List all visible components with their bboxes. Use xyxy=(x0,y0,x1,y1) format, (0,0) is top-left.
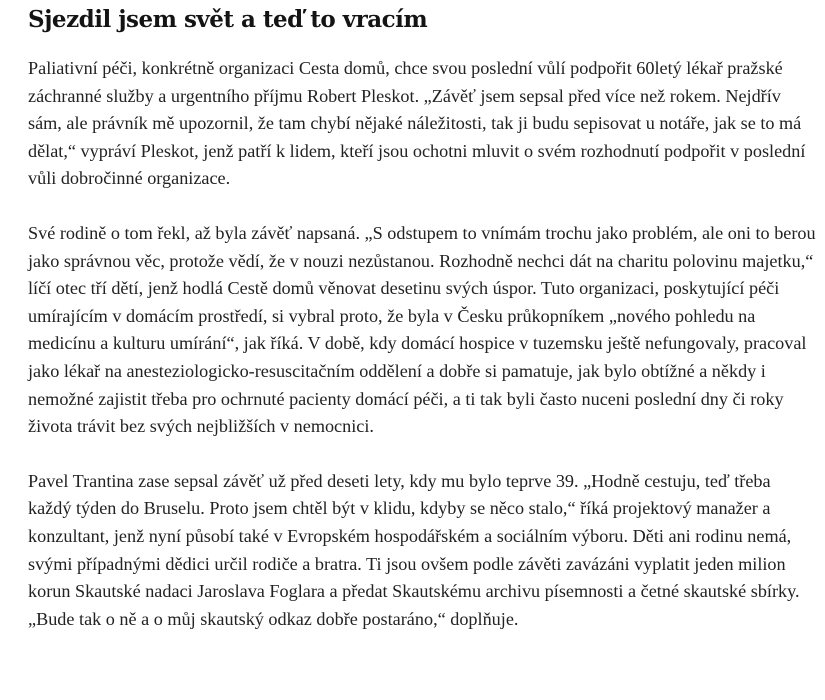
article-heading: Sjezdil jsem svět a teď to vracím xyxy=(28,6,428,33)
article-paragraph-1: Paliativní péči, konkrétně organizaci Cesta domů, chce svou poslední vůlí podpořit 60letý lékař pražské záchranné služby a urgentního příjmu Robert Pleskot. „Závěť jsem sepsal před více než rokem. Nejdřív sám, ale právník mě upozornil, že tam chybí nějaké náležitosti, tak ji budu sepisovat u notáře, jak se to má dělat,“ vypráví Pleskot, jenž patří k lidem, kteří jsou ochotni mluvit o svém rozhodnutí podpořit v poslední vůli dobročinné organizace. xyxy=(28,58,806,189)
article-paragraph-2: Své rodině o tom řekl, až byla závěť napsaná. „S odstupem to vnímám trochu jako problém, ale oni to berou jako správnou věc, protože vědí, že v nouzi nezůstanou. Rozhodně nechci dát na charitu polovinu majetku,“ líčí otec tří dětí, jenž hodlá Cestě domů věnovat desetinu svých úspor. Tuto organizaci, poskytující péči umírajícím v domácím prostředí, si vybral proto, že byla v Česku průkopníkem „nového pohledu na medicínu a kulturu umírání“, jak říká. V době, kdy domácí hospice v tuzemsku ještě nefungovaly, pracoval jako lékař na anesteziologicko-resuscitačním oddělení a dobře si pamatuje, jak bylo obtížné a někdy i nemožné zajistit třeba pro ochrnuté pacienty domácí péči, a ti tak byli často nuceni poslední dny či roky života trávit bez svých nejbližších v nemocnici. xyxy=(28,222,816,437)
article-paragraph-3: Pavel Trantina zase sepsal závěť už před deseti lety, kdy mu bylo teprve 39. „Hodně cestuju, teď třeba každý týden do Bruselu. Proto jsem chtěl být v klidu, kdyby se něco stalo,“ říká projektový manažer a konzultant, jenž nyní působí také v Evropském hospodářském a sociálním výboru. Děti ani rodinu nemá, svými případnými dědici určil rodiče a bratra. Ti jsou ovšem podle závěti zavázáni vyplatit jeden milion korun Skautské nadaci Jaroslava Foglara a předat Skautskému archivu písemnosti a četné skautské sbírky. „Bude tak o ně a o můj skautský odkaz dobře postaráno,“ doplňuje. xyxy=(28,470,800,629)
